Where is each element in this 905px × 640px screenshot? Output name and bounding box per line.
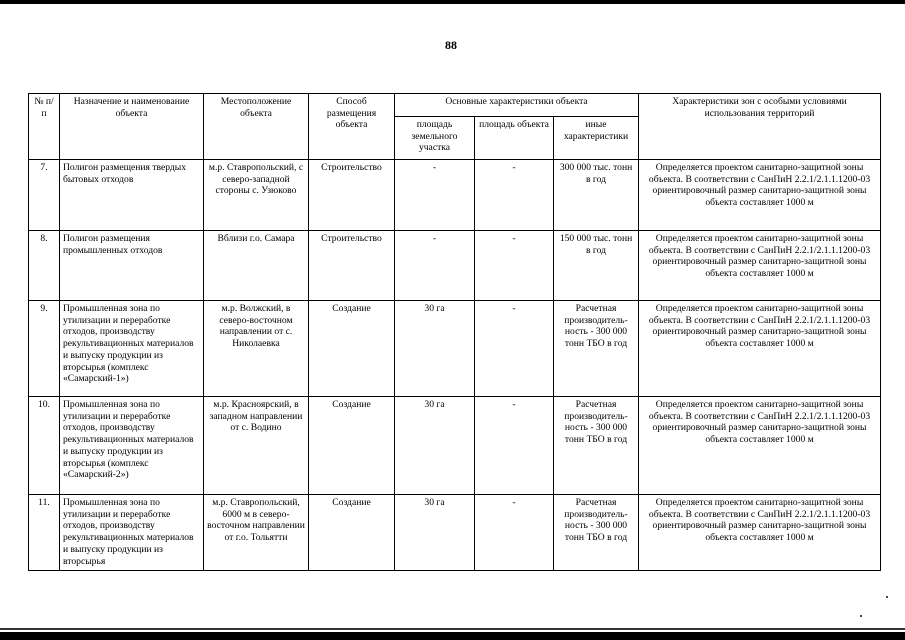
bottom-border xyxy=(0,632,905,640)
row-method: Создание xyxy=(309,495,395,571)
row-method: Строительство xyxy=(309,231,395,301)
row-land-area: 30 га xyxy=(395,397,475,495)
table-row xyxy=(29,301,881,397)
row-name: Полигон размещения твердых бытовых отходов xyxy=(60,160,204,231)
table-row xyxy=(29,495,881,571)
header-main-chars: Основные характеристики объекта xyxy=(395,94,639,117)
row-location: м.р. Волжский, в северо-восточном направлении от с. Николаевка xyxy=(204,301,309,397)
top-border xyxy=(0,0,905,4)
row-zones: Определяется проектом санитарно-защитной зоны объекта. В соответствии с СанПиН 2.2.1/2.1.1.1200-03 ориентировочный размер санитарно-защитной зоны объекта составляет 1000 м xyxy=(639,301,881,397)
row-name: Промышленная зона по утилизации и переработке отходов, производству рекультивационных материалов и выпуску продукции из вторсырья (комплекс «Самарский-2») xyxy=(60,397,204,495)
row-land-area: - xyxy=(395,160,475,231)
row-zones: Определяется проектом санитарно-защитной зоны объекта. В соответствии с СанПиН 2.2.1/2.1.1.1200-03 ориентировочный размер санитарно-защитной зоны объекта составляет 1000 м xyxy=(639,495,881,571)
row-zones: Определяется проектом санитарно-защитной зоны объекта. В соответствии с СанПиН 2.2.1/2.1.1.1200-03 ориентировочный размер санитарно-защитной зоны объекта составляет 1000 м xyxy=(639,160,881,231)
row-method: Создание xyxy=(309,397,395,495)
scan-speck xyxy=(886,596,888,598)
objects-table xyxy=(28,93,881,571)
row-land-area: 30 га xyxy=(395,301,475,397)
header-method: Способ размещения объекта xyxy=(309,94,395,160)
row-object-area: - xyxy=(475,160,554,231)
row-method: Строительство xyxy=(309,160,395,231)
row-other: Расчетная производитель-ность - 300 000 тонн ТБО в год xyxy=(554,495,639,571)
row-name: Промышленная зона по утилизации и переработке отходов, производству рекультивационных материалов и выпуску продукции из вторсырья xyxy=(60,495,204,571)
table-row xyxy=(29,231,881,301)
row-method: Создание xyxy=(309,301,395,397)
row-num: 10. xyxy=(29,397,60,495)
row-location: Вблизи г.о. Самара xyxy=(204,231,309,301)
scan-speck xyxy=(860,615,862,617)
header-zones: Характеристики зон с особыми условиями использования территорий xyxy=(639,94,881,160)
row-location: м.р. Ставропольский, 6000 м в северо-восточном направлении от г.о. Тольятти xyxy=(204,495,309,571)
row-zones: Определяется проектом санитарно-защитной зоны объекта. В соответствии с СанПиН 2.2.1/2.1.1.1200-03 ориентировочный размер санитарно-защитной зоны объекта составляет 1000 м xyxy=(639,231,881,301)
header-name: Назначение и наименование объекта xyxy=(60,94,204,160)
header-location: Местоположение объекта xyxy=(204,94,309,160)
row-name: Промышленная зона по утилизации и переработке отходов, производству рекультивационных материалов и выпуску продукции из вторсырья (комплекс «Самарский-1») xyxy=(60,301,204,397)
header-num: № п/п xyxy=(29,94,60,160)
row-num: 8. xyxy=(29,231,60,301)
page-number: 88 xyxy=(445,38,457,52)
row-location: м.р. Ставропольский, с северо-западной стороны с. Узюково xyxy=(204,160,309,231)
row-object-area: - xyxy=(475,231,554,301)
row-num: 9. xyxy=(29,301,60,397)
table-row xyxy=(29,397,881,495)
row-object-area: - xyxy=(475,495,554,571)
row-other: 300 000 тыс. тонн в год xyxy=(554,160,639,231)
row-land-area: - xyxy=(395,231,475,301)
row-location: м.р. Красноярский, в западном направлении от с. Водино xyxy=(204,397,309,495)
header-land-area: площадь земельного участка xyxy=(395,117,475,160)
row-other: Расчетная производитель-ность - 300 000 тонн ТБО в год xyxy=(554,397,639,495)
row-num: 11. xyxy=(29,495,60,571)
row-zones: Определяется проектом санитарно-защитной зоны объекта. В соответствии с СанПиН 2.2.1/2.1.1.1200-03 ориентировочный размер санитарно-защитной зоны объекта составляет 1000 м xyxy=(639,397,881,495)
row-other: Расчетная производитель-ность - 300 000 тонн ТБО в год xyxy=(554,301,639,397)
row-other: 150 000 тыс. тонн в год xyxy=(554,231,639,301)
row-num: 7. xyxy=(29,160,60,231)
row-object-area: - xyxy=(475,301,554,397)
bottom-border-thin xyxy=(0,628,905,630)
table-row xyxy=(29,160,881,231)
row-land-area: 30 га xyxy=(395,495,475,571)
header-object-area: площадь объекта xyxy=(475,117,554,160)
row-object-area: - xyxy=(475,397,554,495)
header-row xyxy=(29,94,881,117)
row-name: Полигон размещения промышленных отходов xyxy=(60,231,204,301)
header-other: иные характеристики xyxy=(554,117,639,160)
